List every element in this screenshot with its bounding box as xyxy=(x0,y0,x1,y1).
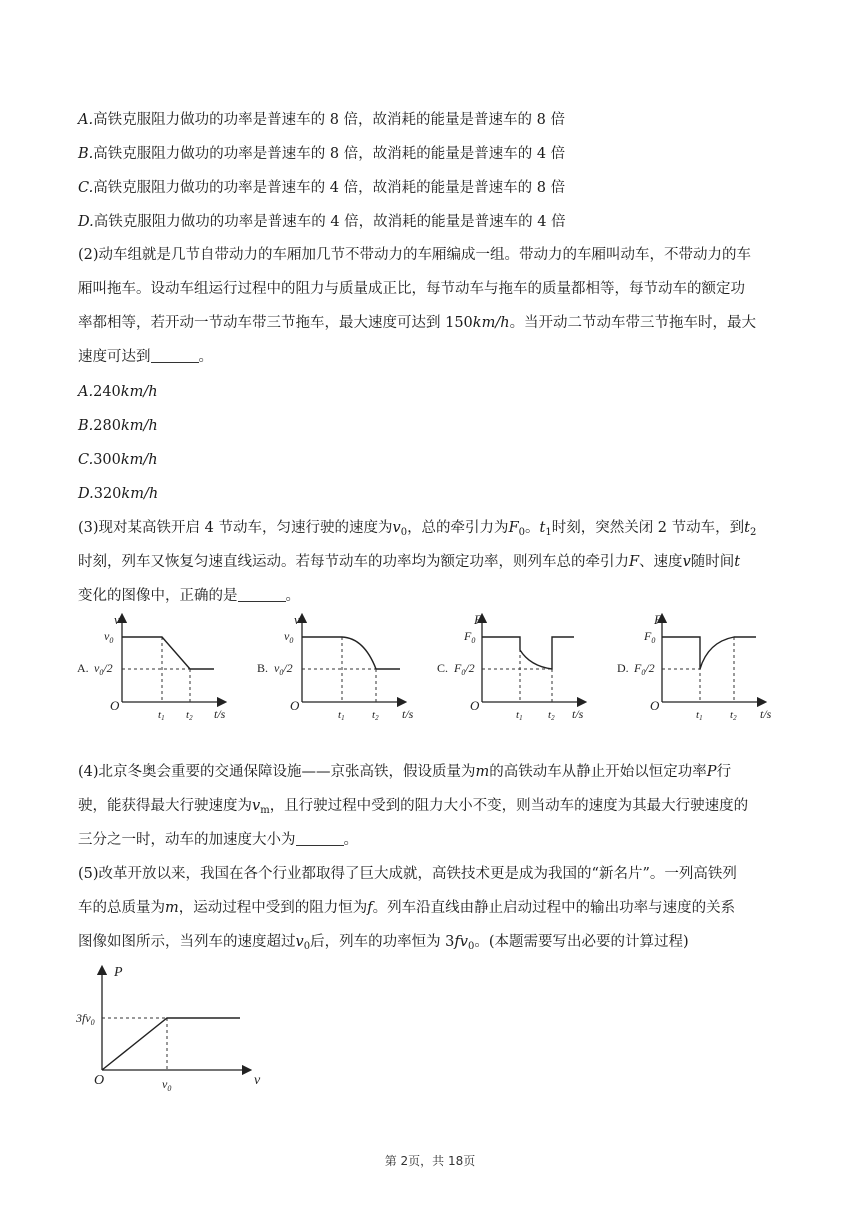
svg-text:t/s: t/s xyxy=(214,707,226,721)
answer-blank xyxy=(296,831,344,846)
q4-line-1: (4)北京冬奥会重要的交通保障设施——京张高铁，假设质量为m的高铁动车从静止开始以恒定功率P行 xyxy=(78,764,732,780)
svg-text:v0: $v_0$ xyxy=(284,629,294,645)
q3-line-1: (3)现对某高铁开启 4 节动车，匀速行驶的速度为$v_0$，总的牵引力为$F_0$。$t_1$时刻，突然关闭 2 节动车，到$t_2$ xyxy=(78,520,757,538)
svg-text:t/s: t/s xyxy=(572,707,584,721)
graph-d xyxy=(617,612,772,722)
svg-text:A.: A. xyxy=(77,661,89,675)
q5-line-1: (5)改革开放以来，我国在各个行业都取得了巨大成就，高铁技术更是成为我国的“新名片”。一列高铁列 xyxy=(78,866,737,882)
q2-option-c: C.300km/h xyxy=(78,452,158,468)
q1-option-d: D.高铁克服阻力做功的功率是普速车的 4 倍，故消耗的能量是普速车的 4 倍 xyxy=(78,214,566,230)
answer-blank xyxy=(238,587,286,602)
svg-text:t1: t1 xyxy=(158,709,165,722)
q4-line-2: 驶，能获得最大行驶速度为$v_m$，且行驶过程中受到的阻力大小不变，则当动车的速度为其最大行驶速度的 xyxy=(78,798,749,816)
svg-text:F: F xyxy=(654,612,662,627)
q1-option-a: A.高铁克服阻力做功的功率是普速车的 8 倍，故消耗的能量是普速车的 8 倍 xyxy=(78,112,565,128)
svg-text:v: v xyxy=(294,612,300,627)
q2-line-3: 率都相等，若开动一节动车带三节拖车，最大速度可达到 150km/h。当开动二节动车带三节拖车时，最大 xyxy=(78,315,757,331)
q2-option-b: B.280km/h xyxy=(78,418,158,434)
svg-text:v0/2: $v_0/2$ xyxy=(94,661,113,677)
svg-text:t2: t2 xyxy=(186,709,193,722)
svg-text:B.: B. xyxy=(257,661,269,675)
power-velocity-graph xyxy=(72,960,272,1095)
q1-option-c: C.高铁克服阻力做功的功率是普速车的 4 倍，故消耗的能量是普速车的 8 倍 xyxy=(78,180,566,196)
svg-text:D.: D. xyxy=(617,661,629,675)
svg-text:t1: t1 xyxy=(696,709,703,722)
q3-option-graphs xyxy=(72,610,792,725)
svg-text:O: O xyxy=(650,698,660,713)
svg-text:O: O xyxy=(94,1073,105,1088)
q5-line-2: 车的总质量为m，运动过程中受到的阻力恒为f。列车沿直线由静止启动过程中的输出功率与速度的关系 xyxy=(78,900,736,916)
svg-text:O: O xyxy=(110,698,120,713)
svg-text:t/s: t/s xyxy=(402,707,414,721)
svg-text:F0/2: $F_0/2$ xyxy=(454,661,475,677)
graph-a xyxy=(77,612,226,722)
q2-line-1: (2)动车组就是几节自带动力的车厢加几节不带动力的车厢编成一组。带动力的车厢叫动车，不带动力的车 xyxy=(78,247,752,263)
q1-option-b: B.高铁克服阻力做功的功率是普速车的 8 倍，故消耗的能量是普速车的 4 倍 xyxy=(78,146,566,162)
svg-text:F0: $F_0$ xyxy=(464,629,476,645)
svg-text:t1: t1 xyxy=(338,709,345,722)
svg-text:t2: t2 xyxy=(548,709,555,722)
q3-line-3: 变化的图像中，正确的是 。 xyxy=(78,588,300,604)
q3-line-2: 时刻，列车又恢复匀速直线运动。若每节动车的功率均为额定功率，则列车总的牵引力F、速度v随时间t xyxy=(78,554,741,570)
svg-text:3fv0: $3fv_0$ xyxy=(76,1011,95,1027)
svg-text:t2: t2 xyxy=(730,709,737,722)
q2-line-2: 厢叫拖车。设动车组运行过程中的阻力与质量成正比，每节动车与拖车的质量都相等，每节动车的额定功 xyxy=(78,281,745,297)
graph-a-axis-label: v xyxy=(114,612,120,627)
svg-text:v0: $v_0$ xyxy=(104,629,114,645)
q2-option-a: A.240km/h xyxy=(78,384,158,400)
svg-text:t2: t2 xyxy=(372,709,379,722)
page-footer: 第 2页，共 18页 xyxy=(384,1154,476,1168)
graph-c xyxy=(437,612,584,722)
svg-text:P: P xyxy=(114,965,123,980)
q2-option-d: D.320km/h xyxy=(78,486,159,502)
q5-line-3: 图像如图所示，当列车的速度超过$v_0$后，列车的功率恒为 $3fv_0$。(本题需要写出必要的计算过程) xyxy=(78,934,689,952)
q2-line-4: 速度可达到 。 xyxy=(78,349,213,365)
svg-text:F0/2: $F_0/2$ xyxy=(634,661,655,677)
svg-text:t1: t1 xyxy=(516,709,523,722)
svg-text:t/s: t/s xyxy=(760,707,772,721)
svg-text:F: F xyxy=(474,612,482,627)
svg-text:v0: $v_0$ xyxy=(162,1077,172,1093)
graph-b xyxy=(257,612,414,722)
answer-blank xyxy=(151,348,199,363)
svg-text:O: O xyxy=(290,698,300,713)
svg-text:v0/2: $v_0/2$ xyxy=(274,661,293,677)
svg-text:O: O xyxy=(470,698,480,713)
svg-text:F0: $F_0$ xyxy=(644,629,656,645)
svg-text:C.: C. xyxy=(437,661,449,675)
svg-text:v: v xyxy=(254,1073,261,1088)
q4-line-3: 三分之一时，动车的加速度大小为 。 xyxy=(78,832,358,848)
